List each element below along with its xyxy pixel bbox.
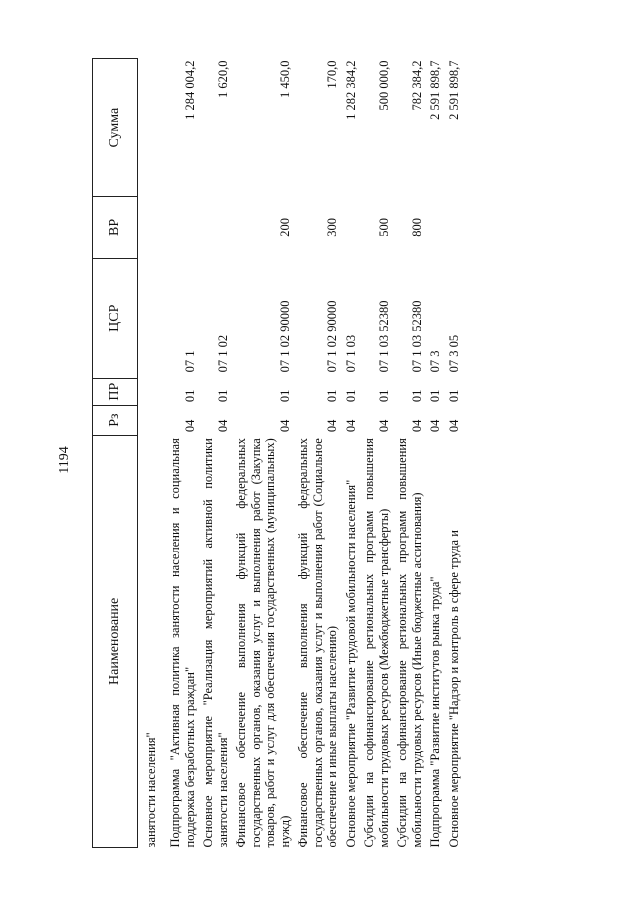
header-rz: Рз — [93, 405, 138, 435]
row-sum: 2 591 898,7 — [446, 60, 461, 120]
row-csr: 07 1 03 — [343, 334, 358, 373]
row-vr: 200 — [277, 218, 292, 237]
table-row — [166, 59, 199, 848]
header-sum: Сумма — [93, 59, 138, 197]
row-sum: 1 620,0 — [215, 60, 230, 98]
row-csr: 07 1 02 — [215, 334, 230, 373]
row-sum: 1 284 004,2 — [182, 60, 197, 120]
row-pr: 01 — [409, 389, 424, 403]
row-pr: 01 — [182, 389, 197, 403]
row-vr: 300 — [325, 218, 339, 237]
row-name: Основное мероприятие "Развитие трудовой мобильности населения" — [343, 479, 358, 848]
row-csr: 07 1 — [182, 350, 197, 373]
row-csr: 07 3 — [428, 350, 442, 373]
page-number: 1194 — [57, 446, 72, 474]
row-csr: 07 1 03 52380 — [409, 300, 424, 373]
rotated-table-area — [92, 58, 600, 848]
table-row — [426, 59, 445, 848]
row-vr: 500 — [376, 218, 391, 237]
row-sum: 2 591 898,7 — [428, 60, 442, 120]
header-csr: ЦСР — [93, 258, 138, 378]
row-vr — [342, 197, 361, 258]
row-rz: 04 — [182, 419, 197, 433]
row-name: Субсидии на софинансирование региональных программ повышения мобильности трудовых ресурсов (Иные бюджетные ассигнования) — [395, 438, 424, 848]
row-vr: 800 — [409, 218, 424, 237]
row-rz: 04 — [343, 419, 358, 433]
table-row — [445, 59, 464, 848]
row-rz: 04 — [409, 419, 424, 433]
row-sum: 1 450,0 — [277, 60, 292, 98]
row-rz: 04 — [446, 419, 461, 433]
continuation-text: занятости населения" — [143, 732, 158, 848]
row-sum: 170,0 — [325, 60, 339, 89]
row-pr: 01 — [343, 389, 358, 403]
table-row — [138, 59, 167, 848]
row-csr: 07 1 03 52380 — [376, 300, 391, 373]
row-pr: 01 — [325, 389, 339, 403]
row-pr: 01 — [277, 389, 292, 403]
row-csr: 07 3 05 — [446, 334, 461, 373]
header-pr: ПР — [93, 378, 138, 405]
row-csr: 07 1 02 90000 — [325, 300, 339, 373]
row-pr: 01 — [215, 389, 230, 403]
row-csr: 07 1 02 90000 — [277, 300, 292, 373]
table-row — [342, 59, 361, 848]
row-vr — [445, 197, 464, 258]
row-name: Финансовое обеспечение выполнения функций федеральных государственных органов, оказания услуг и выполнения работ (Закупка товаров, работ и услуг для обеспечения государственных (муниципальных) нужд) — [234, 438, 292, 848]
row-rz: 04 — [215, 419, 230, 433]
table-row — [393, 59, 426, 848]
table-header-row — [93, 59, 138, 848]
table-row — [199, 59, 232, 848]
row-name: Подпрограмма "Развитие институтов рынка труда" — [428, 576, 442, 848]
row-vr — [426, 197, 445, 258]
row-pr: 01 — [428, 389, 442, 403]
header-name: Наименование — [93, 435, 138, 847]
row-pr: 01 — [446, 389, 461, 403]
row-sum: 500 000,0 — [376, 60, 391, 111]
row-sum: 782 384,2 — [409, 60, 424, 111]
row-rz: 04 — [428, 419, 442, 433]
row-sum: 1 282 384,2 — [343, 60, 358, 120]
row-name: Основное мероприятие "Реализация мероприятий активной политики занятости населения" — [201, 438, 230, 848]
table-row — [294, 59, 342, 848]
row-name: Основное мероприятие "Надзор и контроль в сфере труда и — [446, 530, 461, 848]
table-row — [360, 59, 393, 848]
row-name: Подпрограмма "Активная политика занятости населения и социальная поддержка безработных граждан" — [168, 438, 197, 848]
table-row — [232, 59, 294, 848]
row-rz: 04 — [376, 419, 391, 433]
header-vr: ВР — [93, 197, 138, 258]
row-name: Субсидии на софинансирование региональных программ повышения мобильности трудовых ресурсов (Межбюджетные трансферты) — [362, 438, 391, 848]
row-rz: 04 — [277, 419, 292, 433]
budget-table — [92, 58, 463, 848]
row-name: Финансовое обеспечение выполнения функций федеральных государственных органов, оказания услуг и выполнения работ (Социальное обеспечение и иные выплаты населению) — [296, 438, 339, 848]
row-rz: 04 — [325, 419, 339, 433]
row-vr — [199, 197, 232, 258]
row-vr — [166, 197, 199, 258]
row-pr: 01 — [376, 389, 391, 403]
